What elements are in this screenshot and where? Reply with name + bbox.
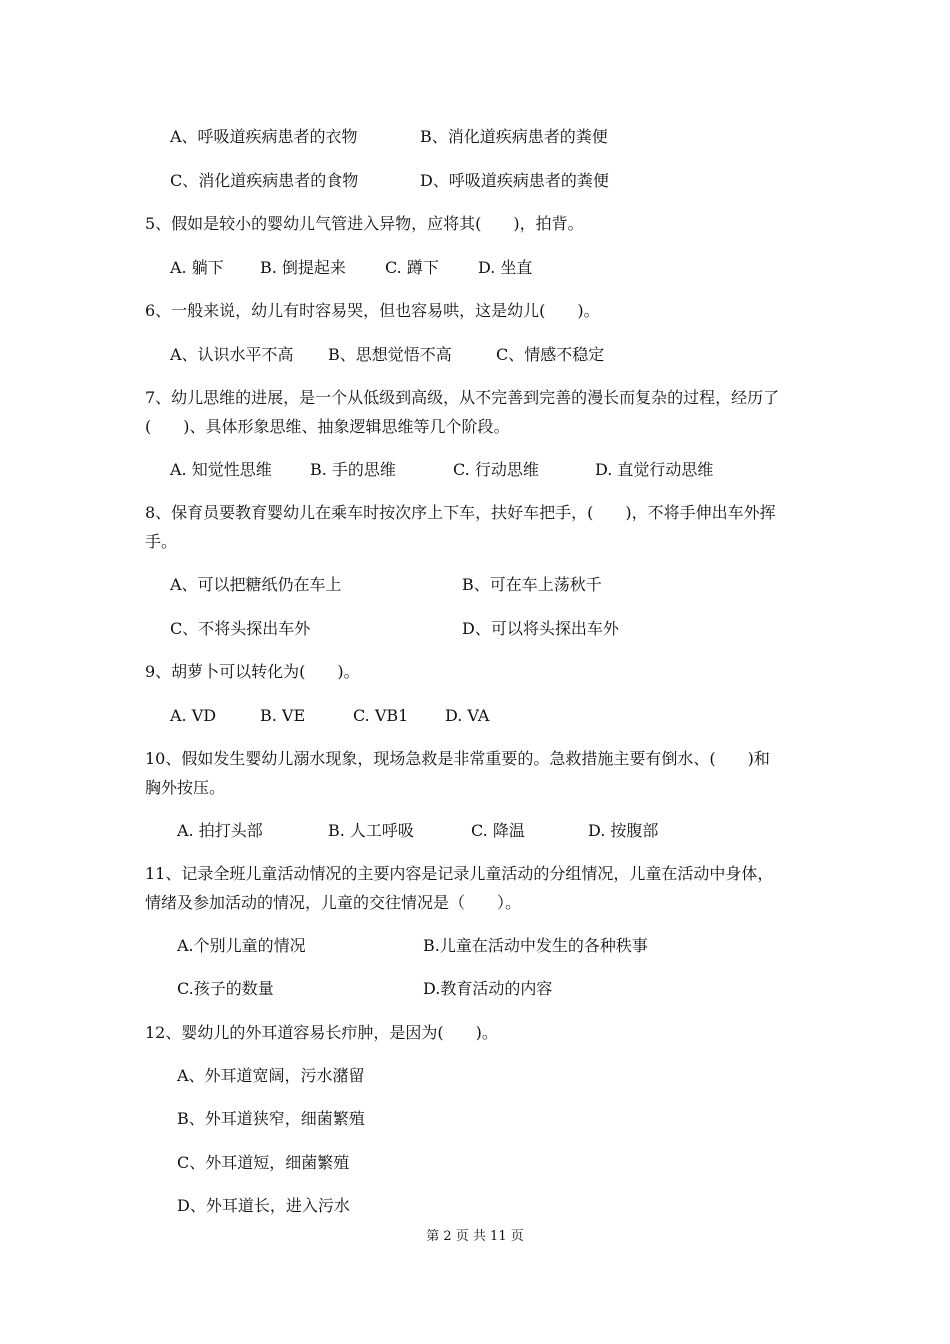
q12-stem: 12、婴幼儿的外耳道容易长疖肿，是因为( )。 <box>145 1023 498 1042</box>
q7-option-b: B. 手的思维 <box>310 460 396 479</box>
q5-option-a: A. 躺下 <box>170 258 224 277</box>
q8-option-a: A、可以把糖纸仍在车上 <box>170 575 342 594</box>
q7-option-c: C. 行动思维 <box>453 460 539 479</box>
q8-stem-line-1: 8、保育员要教育婴幼儿在乘车时按次序上下车，扶好车把手，( )，不将手伸出车外挥 <box>145 503 776 522</box>
q10-option-a: A. 拍打头部 <box>177 821 263 840</box>
q11-option-a: A.个别儿童的情况 <box>177 936 306 955</box>
q5-stem: 5、假如是较小的婴幼儿气管进入异物，应将其( )，拍背。 <box>145 214 584 233</box>
q8-option-d: D、可以将头探出车外 <box>462 619 619 638</box>
q8-stem-line-2: 手。 <box>145 532 178 551</box>
q12-option-c: C、外耳道短，细菌繁殖 <box>177 1153 350 1172</box>
q5-option-c: C. 蹲下 <box>385 258 439 277</box>
q4-option-d: D、呼吸道疾病患者的粪便 <box>420 171 609 190</box>
q4-option-b: B、消化道疾病患者的粪便 <box>420 127 608 146</box>
q11-option-d: D.教育活动的内容 <box>423 979 553 998</box>
q12-option-d: D、外耳道长，进入污水 <box>177 1196 350 1215</box>
q8-option-b: B、可在车上荡秋千 <box>462 575 602 594</box>
q5-option-d: D. 坐直 <box>478 258 533 277</box>
q7-stem-line-1: 7、幼儿思维的进展，是一个从低级到高级，从不完善到完善的漫长而复杂的过程，经历了 <box>145 388 780 407</box>
q6-stem: 6、一般来说，幼儿有时容易哭，但也容易哄，这是幼儿( )。 <box>145 301 600 320</box>
q10-option-b: B. 人工呼吸 <box>328 821 414 840</box>
q9-option-d: D. VA <box>445 706 490 725</box>
q12-option-b: B、外耳道狭窄，细菌繁殖 <box>177 1109 365 1128</box>
q12-option-a: A、外耳道宽阔，污水潴留 <box>177 1066 365 1085</box>
q10-option-d: D. 按腹部 <box>588 821 659 840</box>
q10-option-c: C. 降温 <box>471 821 525 840</box>
q11-stem-line-2: 情绪及参加活动的情况，儿童的交往情况是（ ）。 <box>145 893 522 912</box>
page-number: 第 2 页 共 11 页 <box>426 1229 524 1244</box>
q7-option-a: A. 知觉性思维 <box>170 460 272 479</box>
q4-option-a: A、呼吸道疾病患者的衣物 <box>170 127 358 146</box>
q6-option-b: B、思想觉悟不高 <box>328 345 452 364</box>
q9-stem: 9、胡萝卜可以转化为( )。 <box>145 662 360 681</box>
q6-option-c: C、情感不稳定 <box>496 345 605 364</box>
q10-stem-line-2: 胸外按压。 <box>145 778 226 797</box>
q7-stem-line-2: ( )、具体形象思维、抽象逻辑思维等几个阶段。 <box>145 417 510 436</box>
q9-option-b: B. VE <box>260 706 306 725</box>
q8-option-c: C、不将头探出车外 <box>170 619 311 638</box>
q11-option-b: B.儿童在活动中发生的各种秩事 <box>423 936 648 955</box>
q11-stem-line-1: 11、记录全班儿童活动情况的主要内容是记录儿童活动的分组情况，儿童在活动中身体， <box>145 864 774 883</box>
q10-stem-line-1: 10、假如发生婴幼儿溺水现象，现场急救是非常重要的。急救措施主要有倒水、( )和 <box>145 749 770 768</box>
q5-option-b: B. 倒提起来 <box>260 258 346 277</box>
q7-option-d: D. 直觉行动思维 <box>595 460 714 479</box>
q11-option-c: C.孩子的数量 <box>177 979 274 998</box>
q6-option-a: A、认识水平不高 <box>170 345 294 364</box>
q4-option-c: C、消化道疾病患者的食物 <box>170 171 359 190</box>
q9-option-a: A. VD <box>170 706 217 725</box>
q9-option-c: C. VB1 <box>353 706 409 725</box>
